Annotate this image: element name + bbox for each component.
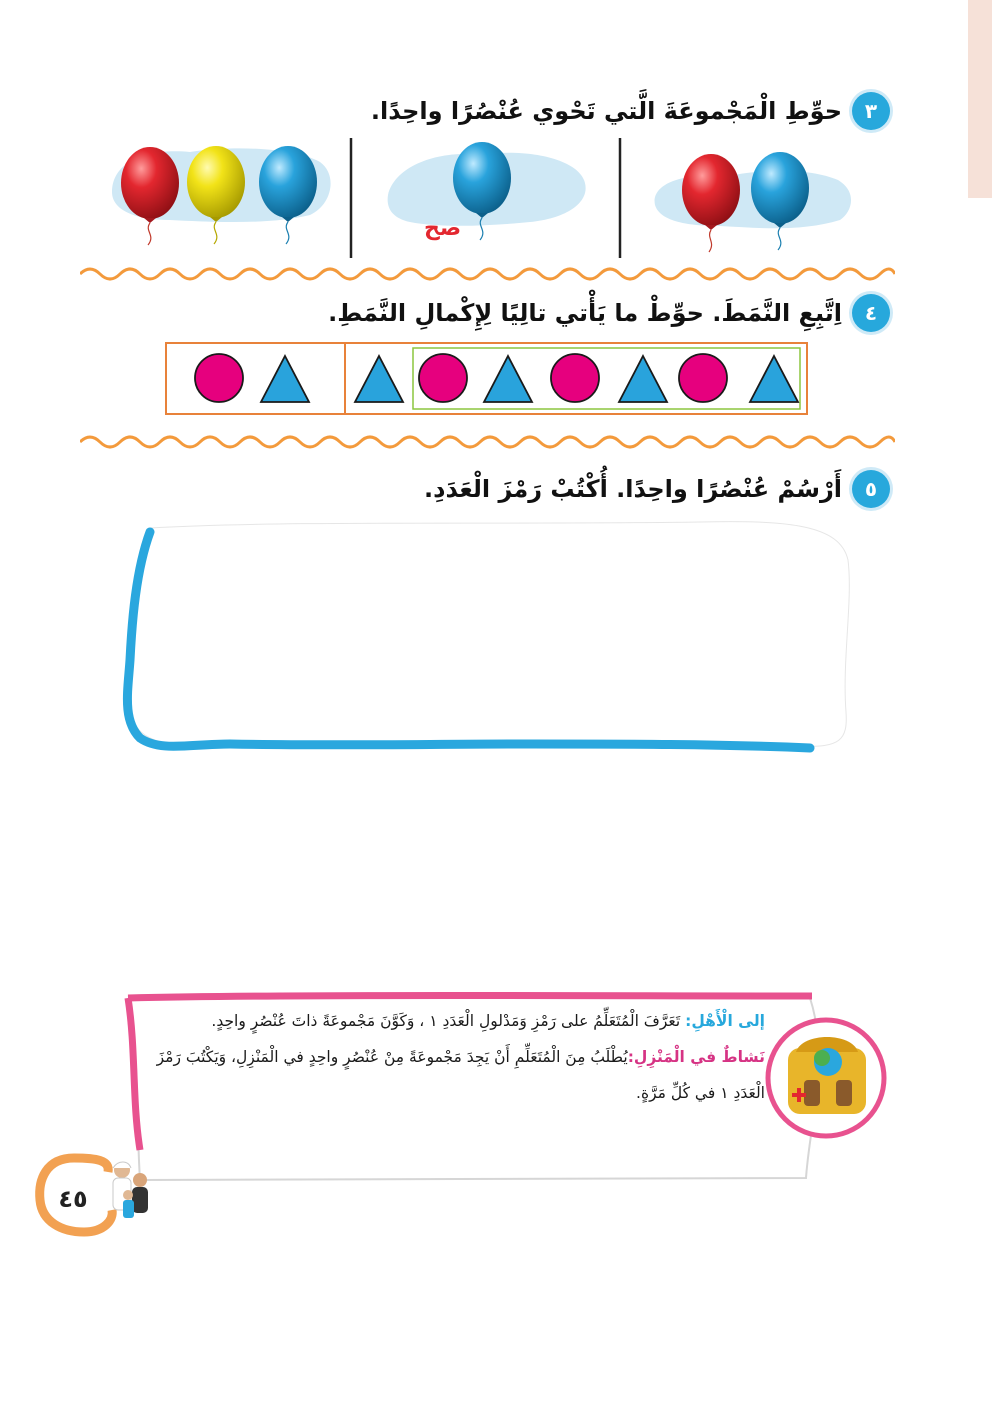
balloon-icon xyxy=(187,146,245,244)
balloon-icon xyxy=(751,152,809,250)
question-text: حوِّطِ الْمَجْموعَةَ الَّتي تَحْوي عُنْصُرًا واحِدًا. xyxy=(370,97,842,125)
home-activity-note xyxy=(140,1039,765,1111)
wavy-separator xyxy=(80,264,895,284)
question-5 xyxy=(424,470,890,508)
circle-shape xyxy=(419,354,467,402)
home-activity-label: نَشاطٌ في الْمَنْزِلِ: xyxy=(627,1048,765,1066)
drawing-area[interactable] xyxy=(127,522,849,748)
parents-label: إلى الْأَهْلِ: xyxy=(685,1012,765,1030)
page-number: ٤٥ xyxy=(58,1185,88,1213)
parents-note xyxy=(140,1003,765,1039)
balloon-icon xyxy=(259,146,317,244)
balloon-group-1[interactable] xyxy=(655,152,851,252)
question-number: ٣ xyxy=(852,92,890,130)
home-activity-text: يُطْلَبُ مِنَ الْمُتَعَلِّمِ أَنْ يَجِدَ مَجْموعَةً مِنْ عُنْصُرٍ واحِدٍ في الْمَنْزِلِ، وَيَكْتُبَ رَمْزَ الْعَدَدِ ١ في كُلِّ مَرَّةٍ. xyxy=(156,1048,765,1102)
pattern-strip xyxy=(166,343,807,414)
question-number: ٥ xyxy=(852,470,890,508)
question-4 xyxy=(328,294,890,332)
question-text: اِتَّبِعِ النَّمَطَ. حوِّطْ ما يَأْتي تالِيًا لِإِكْمالِ النَّمَطِ. xyxy=(328,299,842,327)
balloon-icon xyxy=(121,147,179,245)
family-note xyxy=(140,1003,765,1111)
balloon-group-3[interactable] xyxy=(112,146,331,245)
balloon-icon xyxy=(682,154,740,252)
circle-shape xyxy=(679,354,727,402)
balloon-group-2[interactable] xyxy=(388,142,586,240)
pattern-option-circle[interactable] xyxy=(195,354,243,402)
backpack-icon xyxy=(788,1037,866,1114)
parents-text: تَعَرَّفَ الْمُتَعَلِّمُ على رَمْزِ وَمَدْلولِ الْعَدَدِ ١ ، وَكَوَّنَ مَجْموعَةً ذاتَ عُنْصُرٍ واحِدٍ. xyxy=(211,1012,686,1030)
question-text: أَرْسُمْ عُنْصُرًا واحِدًا. أُكْتُبْ رَمْزَ الْعَدَدِ. xyxy=(424,475,842,503)
wavy-separator xyxy=(80,432,895,452)
circle-shape xyxy=(551,354,599,402)
question-number: ٤ xyxy=(852,294,890,332)
answer-mark: صح xyxy=(424,216,462,241)
